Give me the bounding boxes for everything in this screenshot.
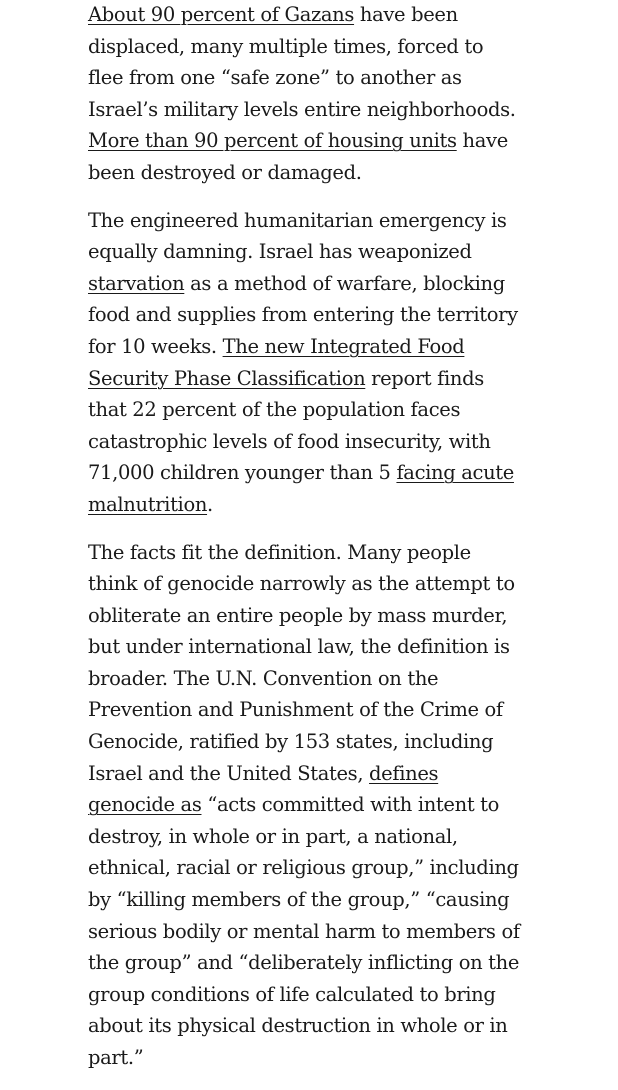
paragraph-text: “acts committed with intent to destroy, in whole or in part, a national, ethnical, racial or religious group,” including by “killing members of the group,” “causing serious bodily or mental harm to members of the group” and “deliberately inflicting on the group conditions of life calculated to bring about its physical destruction in whole or in part.” [88,793,520,1069]
link-housing-units[interactable]: More than 90 percent of housing units [88,129,457,153]
article-body [88,0,524,1090]
paragraph-displacement [88,0,524,189]
link-starvation[interactable]: starvation [88,271,185,295]
link-defines-genocide[interactable]: defines genocide as [88,761,439,817]
paragraph-text: as a method of warfare, blocking food and supplies from entering the territory for 10 weeks. [88,271,518,358]
link-90-percent-of-gazans[interactable]: About 90 percent of Gazans [88,3,355,26]
link-acute-malnutrition[interactable]: facing acute malnutrition [88,461,514,516]
link-ipc-report[interactable]: The new Integrated Food Security Phase Classification [88,334,465,390]
paragraph-text: The engineered humanitarian emergency is equally damning. Israel has weaponized [88,208,507,264]
paragraph-text: report finds that 22 percent of the population faces catastrophic levels of food insecurity, with 71,000 children younger than 5 [88,366,491,485]
paragraph-humanitarian-emergency [88,205,524,521]
paragraph-text: The facts fit the definition. Many people think of genocide narrowly as the attempt to obliterate an entire people by mass murder, but under international law, the definition is broader. The U.N. Convention on the Prevention and Punishment of the Crime of Genocide, ratified by 153 states, including Israel and the United States, [88,540,515,785]
paragraph-text: have been destroyed or damaged. [88,129,508,184]
paragraph-genocide-definition [88,537,524,1074]
paragraph-text: . [207,492,213,516]
paragraph-text: have been displaced, many multiple times, forced to flee from one “safe zone” to another as Israel’s military levels entire neighborhoods. [88,3,516,121]
